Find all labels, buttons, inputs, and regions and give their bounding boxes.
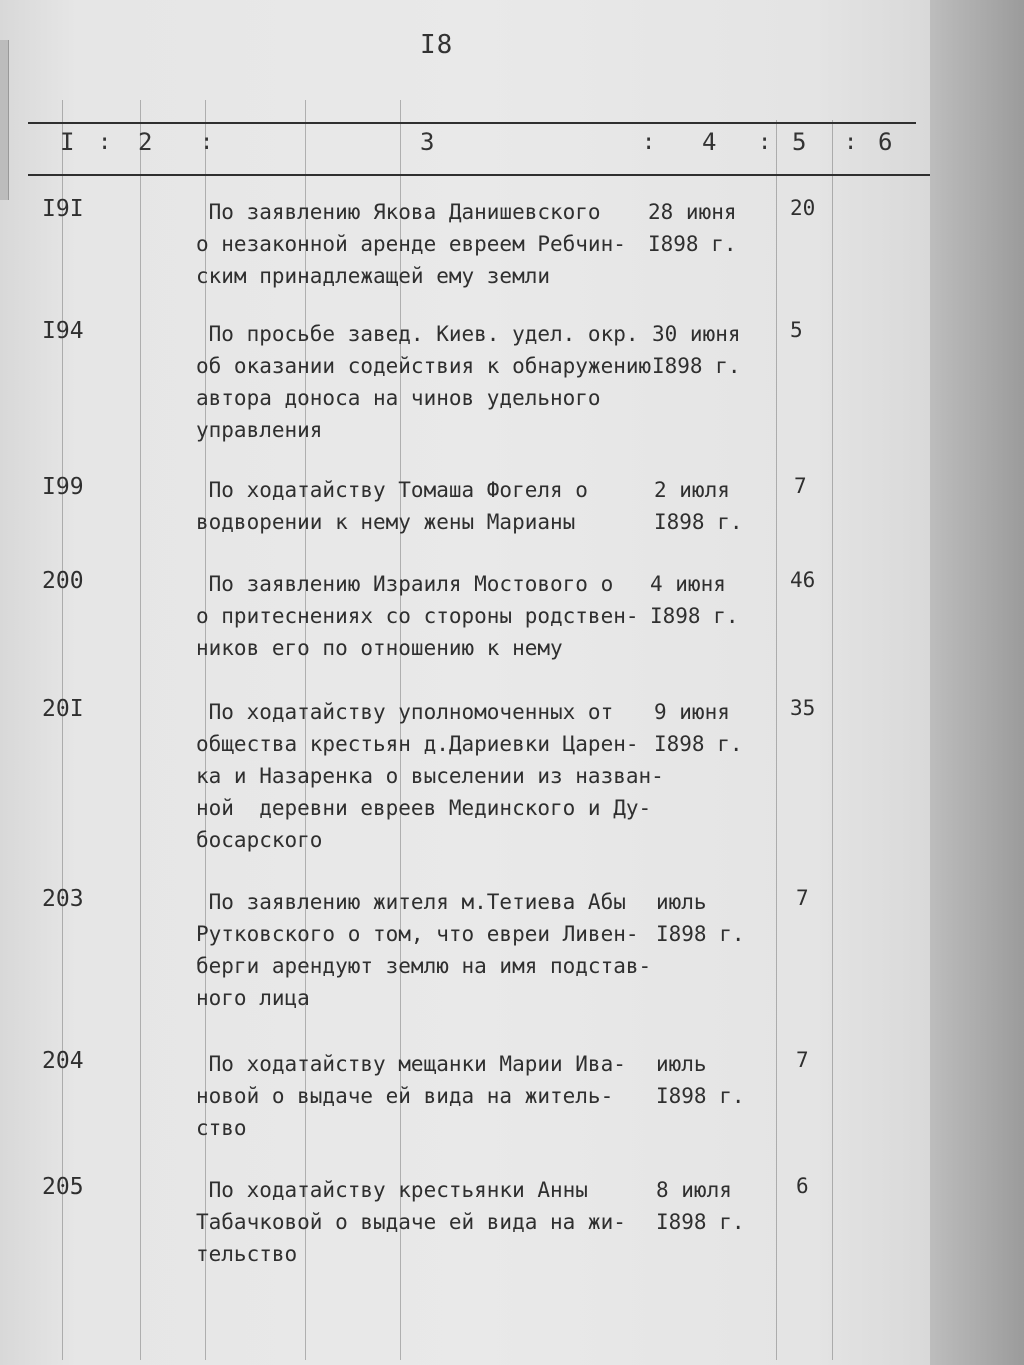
case-description: По ходатайству уполномоченных от общества крестьян д.Дариевки Царен- ка и Назаренка о выселении из назван- ной деревни евреев Мединского и Ду- босарского — [196, 700, 664, 852]
header-top-rule — [28, 122, 916, 124]
header-separator: : — [844, 130, 858, 155]
header-col-1: I — [60, 128, 75, 156]
case-date: 30 июня I898 г. — [652, 322, 741, 378]
case-number: I99 — [42, 474, 84, 500]
case-number: 204 — [42, 1048, 84, 1074]
case-date: июль I898 г. — [656, 890, 745, 946]
binding-edge — [0, 40, 9, 200]
column-rule-2 — [140, 100, 141, 1360]
case-description: По заявлению жителя м.Тетиева Абы Рутковского о том, что евреи Ливен- берги арендуют землю на имя подстав- ного лица — [196, 890, 652, 1010]
case-date: 9 июня I898 г. — [654, 700, 743, 756]
case-date: 8 июля I898 г. — [656, 1178, 745, 1234]
sheet-count: 6 — [796, 1174, 809, 1198]
case-number: I9I — [42, 196, 84, 222]
sheet-count: 7 — [796, 1048, 809, 1072]
header-col-6: 6 — [878, 128, 893, 156]
case-description: По заявлению Якова Данишевского о незаконной аренде евреем Ребчин- ским принадлежащей ему земли — [196, 200, 626, 288]
sheet-count: 7 — [796, 886, 809, 910]
case-date: 2 июля I898 г. — [654, 478, 743, 534]
case-description: По просьбе завед. Киев. удел. окр. об оказании содействия к обнаружению автора доноса на чинов удельного управления — [196, 322, 652, 442]
column-rule-7 — [832, 120, 833, 1360]
case-description: По ходатайству крестьянки Анны Табачковой о выдаче ей вида на жи- тельство — [196, 1178, 626, 1266]
case-number: 200 — [42, 568, 84, 594]
case-number: 203 — [42, 886, 84, 912]
header-col-3: 3 — [420, 128, 435, 156]
case-date: июль I898 г. — [656, 1052, 745, 1108]
header-col-5: 5 — [792, 128, 807, 156]
header-col-2: 2 — [138, 128, 153, 156]
case-date: 28 июня I898 г. — [648, 200, 737, 256]
sheet-count: 7 — [794, 474, 807, 498]
case-description: По ходатайству мещанки Марии Ива- новой о выдаче ей вида на житель- ство — [196, 1052, 626, 1140]
case-number: 205 — [42, 1174, 84, 1200]
case-number: 20I — [42, 696, 84, 722]
header-bottom-rule — [28, 174, 940, 176]
header-separator: : — [642, 130, 656, 155]
header-col-4: 4 — [702, 128, 717, 156]
page-number: I8 — [420, 30, 454, 60]
case-description: По ходатайству Томаша Фогеля о водворении к нему жены Марианы — [196, 478, 588, 534]
column-rule-1 — [62, 100, 63, 1360]
sheet-count: 20 — [790, 196, 816, 220]
header-separator: : — [200, 130, 214, 155]
sheet-count: 35 — [790, 696, 816, 720]
sheet-count: 46 — [790, 568, 816, 592]
underlying-sheet — [930, 0, 1024, 1365]
case-number: I94 — [42, 318, 84, 344]
sheet-count: 5 — [790, 318, 803, 342]
case-description: По заявлению Израиля Мостового о о притеснениях со стороны родствен- ников его по отношению к нему — [196, 572, 639, 660]
case-date: 4 июня I898 г. — [650, 572, 739, 628]
header-separator: : — [758, 130, 772, 155]
header-separator: : — [98, 130, 112, 155]
